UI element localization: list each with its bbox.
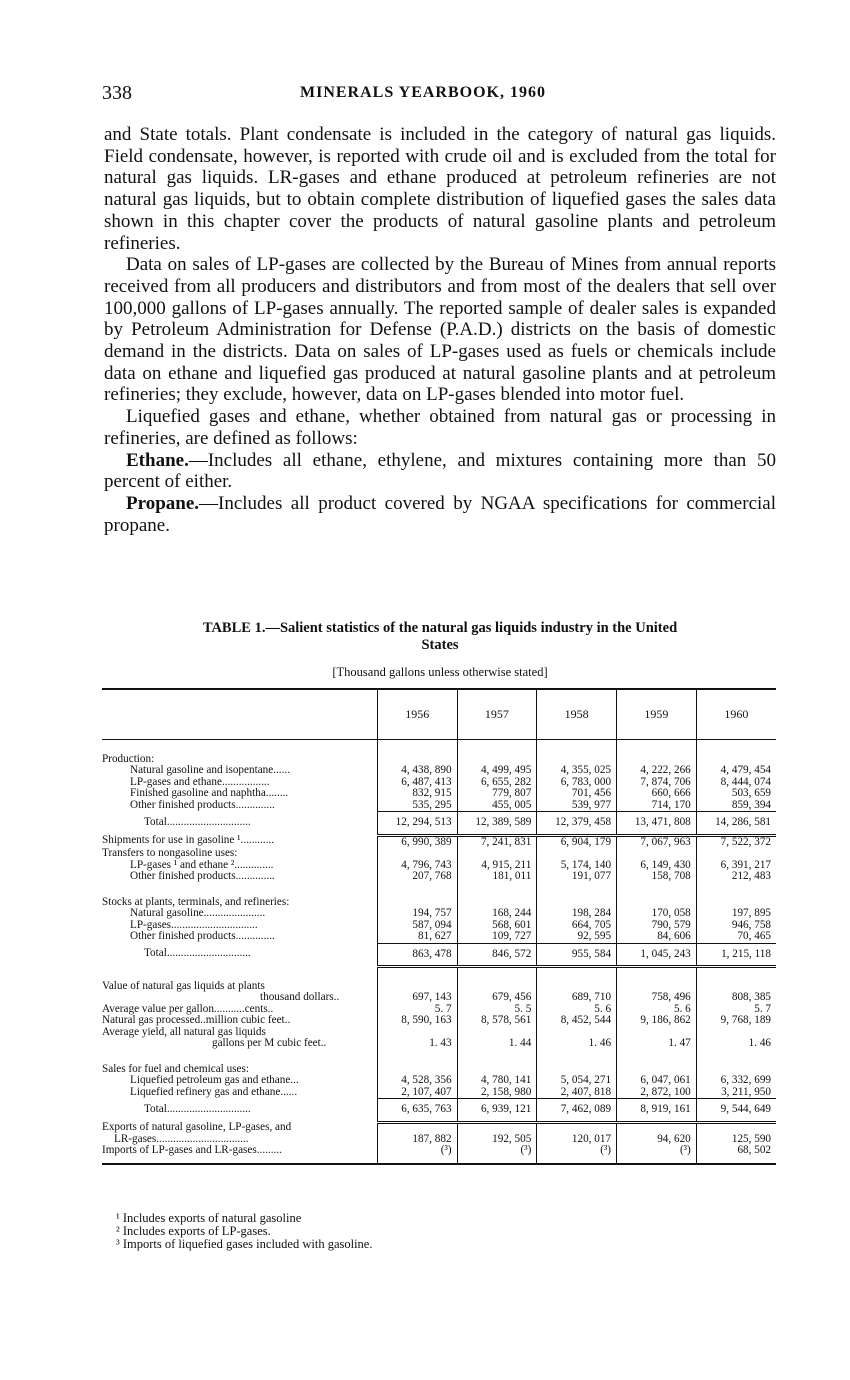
row-label: Sales for fuel and chemical uses: bbox=[102, 1062, 249, 1075]
total-row bbox=[102, 1099, 776, 1123]
cell: 5. 6 bbox=[537, 1004, 617, 1016]
year-header: 1960 bbox=[696, 689, 776, 739]
cell: 2, 107, 407 bbox=[377, 1087, 457, 1099]
paragraph-2: Data on sales of LP-gases are collected by the Bureau of Mines from annual reports received from all producers and distributors and from most of the dealers that sell over 100,000 gallons of LP-gases annually. The reported sample of dealer sales is expanded by Petroleum Administration for Defense (P.A.D.) districts on the basis of domestic demand in the districts. Data on sales of LP-gases used as fuels or chemicals include data on ethane and liquefied gas produced at natural gasoline plants and at petroleum refineries; they exclude, however, data on LP-gases blended into motor fuel. bbox=[104, 254, 776, 406]
table-row bbox=[102, 871, 776, 883]
cell: 70, 465 bbox=[696, 931, 776, 943]
cell: 859, 394 bbox=[696, 800, 776, 812]
cell bbox=[377, 848, 457, 860]
footnotes bbox=[116, 1212, 372, 1251]
row-label: Transfers to nongasoline uses: bbox=[102, 847, 238, 859]
cell: 832, 915 bbox=[377, 788, 457, 800]
definition-propane bbox=[104, 493, 776, 536]
cell bbox=[537, 1050, 617, 1076]
cell: 92, 595 bbox=[537, 931, 617, 943]
cell: 120, 017 bbox=[537, 1134, 617, 1146]
cell: 84, 606 bbox=[617, 931, 697, 943]
cell bbox=[377, 739, 457, 765]
cell: 701, 456 bbox=[537, 788, 617, 800]
cell: 6, 487, 413 bbox=[377, 777, 457, 789]
cell: 535, 295 bbox=[377, 800, 457, 812]
cell: 6, 391, 217 bbox=[696, 860, 776, 872]
table-row bbox=[102, 800, 776, 812]
cell bbox=[696, 1050, 776, 1076]
ethane-term: Ethane. bbox=[126, 449, 189, 471]
cell: 6, 332, 699 bbox=[696, 1075, 776, 1087]
table-row bbox=[102, 1087, 776, 1099]
cell bbox=[377, 1122, 457, 1134]
table-row bbox=[102, 848, 776, 860]
cell bbox=[537, 739, 617, 765]
cell: 9, 768, 189 bbox=[696, 1015, 776, 1027]
cell bbox=[457, 883, 537, 909]
row-label: Liquefied refinery gas and ethane...... bbox=[130, 1085, 298, 1098]
cell bbox=[617, 739, 697, 765]
cell: 8, 444, 074 bbox=[696, 777, 776, 789]
cell bbox=[696, 848, 776, 860]
cell: 503, 659 bbox=[696, 788, 776, 800]
cell: 4, 438, 890 bbox=[377, 765, 457, 777]
cell bbox=[696, 1122, 776, 1134]
cell: 4, 780, 141 bbox=[457, 1075, 537, 1087]
cell: 8, 919, 161 bbox=[617, 1099, 697, 1123]
cell: 1, 215, 118 bbox=[696, 943, 776, 967]
cell: 68, 502 bbox=[696, 1145, 776, 1164]
cell: 12, 294, 513 bbox=[377, 812, 457, 836]
cell: 2, 407, 818 bbox=[537, 1087, 617, 1099]
row-label: Other finished products.............. bbox=[130, 930, 275, 942]
row-label: Total.............................. bbox=[144, 1102, 251, 1115]
salient-statistics-table bbox=[102, 688, 776, 1165]
cell: 197, 895 bbox=[696, 908, 776, 920]
row-label: Natural gas processed..million cubic feet.. bbox=[102, 1014, 291, 1026]
table-row bbox=[102, 1145, 776, 1164]
table-row bbox=[102, 883, 776, 909]
cell: (³) bbox=[457, 1145, 537, 1164]
propane-term: Propane. bbox=[126, 492, 200, 514]
cell bbox=[696, 883, 776, 909]
cell: 181, 011 bbox=[457, 871, 537, 883]
row-label: Average yield, all natural gas liquids bbox=[102, 1025, 266, 1038]
row-label: Total.............................. bbox=[144, 815, 251, 828]
row-label: gallons per M cubic feet.. bbox=[212, 1037, 327, 1049]
cell: 6, 904, 179 bbox=[537, 835, 617, 848]
cell: 7, 874, 706 bbox=[617, 777, 697, 789]
row-label: LP-gases............................... bbox=[130, 918, 258, 931]
cell: 6, 047, 061 bbox=[617, 1075, 697, 1087]
footnote: ³ Imports of liquefied gases included with gasoline. bbox=[116, 1237, 373, 1251]
cell: 9, 186, 862 bbox=[617, 1015, 697, 1027]
cell: 109, 727 bbox=[457, 931, 537, 943]
paragraph-3: Liquefied gases and ethane, whether obtained from natural gas or processing in refineries, are defined as follows: bbox=[104, 406, 776, 449]
year-header: 1956 bbox=[377, 689, 457, 739]
cell bbox=[617, 1122, 697, 1134]
cell: 8, 578, 561 bbox=[457, 1015, 537, 1027]
cell bbox=[696, 967, 776, 993]
table-title-line-2: States bbox=[421, 637, 459, 653]
cell: 6, 783, 000 bbox=[537, 777, 617, 789]
cell bbox=[377, 967, 457, 993]
cell: 6, 149, 430 bbox=[617, 860, 697, 872]
cell: 1. 44 bbox=[457, 1038, 537, 1050]
table-header-row bbox=[102, 689, 776, 739]
row-label: thousand dollars.. bbox=[260, 991, 340, 1003]
cell: 12, 379, 458 bbox=[537, 812, 617, 836]
row-label: Average value per gallon...........cents.. bbox=[102, 1002, 274, 1015]
footnote: ² Includes exports of LP-gases. bbox=[116, 1224, 271, 1238]
table-row bbox=[102, 931, 776, 943]
cell: 758, 496 bbox=[617, 992, 697, 1004]
cell: 6, 990, 389 bbox=[377, 835, 457, 848]
cell: 779, 807 bbox=[457, 788, 537, 800]
cell: 5. 6 bbox=[617, 1004, 697, 1016]
table-body bbox=[102, 739, 776, 1164]
cell: 4, 355, 025 bbox=[537, 765, 617, 777]
table-row bbox=[102, 765, 776, 777]
cell: (³) bbox=[617, 1145, 697, 1164]
cell: 6, 635, 763 bbox=[377, 1099, 457, 1123]
cell bbox=[537, 967, 617, 993]
table-title bbox=[104, 620, 776, 654]
row-label: Value of natural gas liquids at plants bbox=[102, 979, 265, 992]
cell: 12, 389, 589 bbox=[457, 812, 537, 836]
cell: 4, 479, 454 bbox=[696, 765, 776, 777]
cell: 5, 174, 140 bbox=[537, 860, 617, 872]
cell: (³) bbox=[377, 1145, 457, 1164]
cell: 1. 43 bbox=[377, 1038, 457, 1050]
cell bbox=[457, 1122, 537, 1134]
cell: 4, 499, 495 bbox=[457, 765, 537, 777]
cell bbox=[617, 883, 697, 909]
cell: 194, 757 bbox=[377, 908, 457, 920]
table-row bbox=[102, 1015, 776, 1027]
cell: 2, 872, 100 bbox=[617, 1087, 697, 1099]
cell: 1. 47 bbox=[617, 1038, 697, 1050]
cell: 4, 528, 356 bbox=[377, 1075, 457, 1087]
cell bbox=[537, 883, 617, 909]
footnote: ¹ Includes exports of natural gasoline bbox=[116, 1211, 302, 1225]
cell: 2, 158, 980 bbox=[457, 1087, 537, 1099]
cell: 198, 284 bbox=[537, 908, 617, 920]
cell: 8, 590, 163 bbox=[377, 1015, 457, 1027]
paragraph-1: and State totals. Plant condensate is included in the category of natural gas liquids. Field condensate, however, is reported with crude oil and is excluded from the total for natural gas liquids. LR-gases and ethane produced at petroleum refineries are not natural gas liquids, but to obtain complete distribution of liquefied gases the sales data shown in this chapter cover the products of natural gasoline plants and petroleum refineries. bbox=[104, 124, 776, 254]
cell bbox=[537, 1122, 617, 1134]
cell: 6, 655, 282 bbox=[457, 777, 537, 789]
cell: 8, 452, 544 bbox=[537, 1015, 617, 1027]
row-label: Other finished products.............. bbox=[130, 798, 275, 811]
cell: 170, 058 bbox=[617, 908, 697, 920]
row-label: Imports of LP-gases and LR-gases......... bbox=[102, 1145, 377, 1164]
cell: 846, 572 bbox=[457, 943, 537, 967]
cell: 13, 471, 808 bbox=[617, 812, 697, 836]
cell: 7, 241, 831 bbox=[457, 835, 537, 848]
table-row bbox=[102, 739, 776, 765]
cell bbox=[457, 1050, 537, 1076]
cell: 568, 601 bbox=[457, 920, 537, 932]
propane-definition: —Includes all product covered by NGAA specifications for commercial propane. bbox=[104, 492, 776, 536]
cell: 94, 620 bbox=[617, 1134, 697, 1146]
cell bbox=[617, 967, 697, 993]
year-header: 1957 bbox=[457, 689, 537, 739]
cell: 714, 170 bbox=[617, 800, 697, 812]
row-label: Stocks at plants, terminals, and refineries: bbox=[102, 895, 290, 908]
row-label: Liquefied petroleum gas and ethane... bbox=[130, 1074, 299, 1086]
table-row bbox=[102, 992, 776, 1004]
cell: 790, 579 bbox=[617, 920, 697, 932]
cell: 7, 462, 089 bbox=[537, 1099, 617, 1123]
cell bbox=[377, 1050, 457, 1076]
cell: 212, 483 bbox=[696, 871, 776, 883]
cell: 3, 211, 950 bbox=[696, 1087, 776, 1099]
cell: 6, 939, 121 bbox=[457, 1099, 537, 1123]
row-label: Natural gasoline and isopentane...... bbox=[130, 764, 290, 776]
cell: 14, 286, 581 bbox=[696, 812, 776, 836]
cell: 5, 054, 271 bbox=[537, 1075, 617, 1087]
cell: 808, 385 bbox=[696, 992, 776, 1004]
cell: 863, 478 bbox=[377, 943, 457, 967]
cell bbox=[617, 848, 697, 860]
cell: 187, 882 bbox=[377, 1134, 457, 1146]
cell bbox=[537, 848, 617, 860]
row-label: LR-gases................................. bbox=[114, 1132, 249, 1145]
total-row bbox=[102, 812, 776, 836]
cell bbox=[696, 739, 776, 765]
row-label: Production: bbox=[102, 752, 155, 765]
cell: 664, 705 bbox=[537, 920, 617, 932]
cell: 5. 7 bbox=[377, 1004, 457, 1016]
year-header: 1958 bbox=[537, 689, 617, 739]
table-row bbox=[102, 1038, 776, 1050]
cell bbox=[457, 967, 537, 993]
cell: 660, 666 bbox=[617, 788, 697, 800]
cell bbox=[377, 883, 457, 909]
row-label: LP-gases ¹ and ethane ².............. bbox=[130, 858, 274, 871]
cell: 455, 005 bbox=[457, 800, 537, 812]
table-row bbox=[102, 1050, 776, 1076]
cell: 4, 796, 743 bbox=[377, 860, 457, 872]
stub-header bbox=[102, 689, 377, 739]
table-row bbox=[102, 967, 776, 993]
year-header: 1959 bbox=[617, 689, 697, 739]
row-label: Exports of natural gasoline, LP-gases, and bbox=[102, 1121, 292, 1133]
row-label: LP-gases and ethane................. bbox=[130, 775, 270, 788]
cell: 168, 244 bbox=[457, 908, 537, 920]
cell: 125, 590 bbox=[696, 1134, 776, 1146]
cell: (³) bbox=[537, 1145, 617, 1164]
cell: 5. 7 bbox=[696, 1004, 776, 1016]
cell bbox=[457, 739, 537, 765]
ethane-definition: —Includes all ethane, ethylene, and mixtures containing more than 50 percent of either. bbox=[104, 449, 776, 493]
cell: 5. 5 bbox=[457, 1004, 537, 1016]
cell bbox=[457, 848, 537, 860]
total-row bbox=[102, 943, 776, 967]
table-row bbox=[102, 788, 776, 800]
cell: 9, 544, 649 bbox=[696, 1099, 776, 1123]
cell: 192, 505 bbox=[457, 1134, 537, 1146]
cell: 587, 094 bbox=[377, 920, 457, 932]
cell: 207, 768 bbox=[377, 871, 457, 883]
definition-ethane bbox=[104, 450, 776, 493]
row-label: Finished gasoline and naphtha........ bbox=[130, 787, 289, 799]
cell: 7, 067, 963 bbox=[617, 835, 697, 848]
row-label: Total.............................. bbox=[144, 947, 251, 959]
cell: 1, 045, 243 bbox=[617, 943, 697, 967]
cell: 4, 915, 211 bbox=[457, 860, 537, 872]
table-row bbox=[102, 1075, 776, 1087]
page-number: 338 bbox=[102, 82, 132, 104]
table-row bbox=[102, 908, 776, 920]
row-label: Shipments for use in gasoline ¹............ bbox=[102, 834, 275, 846]
cell: 689, 710 bbox=[537, 992, 617, 1004]
cell: 539, 977 bbox=[537, 800, 617, 812]
cell: 679, 456 bbox=[457, 992, 537, 1004]
cell: 81, 627 bbox=[377, 931, 457, 943]
cell: 1. 46 bbox=[696, 1038, 776, 1050]
cell: 7, 522, 372 bbox=[696, 835, 776, 848]
cell: 158, 708 bbox=[617, 871, 697, 883]
cell bbox=[617, 1050, 697, 1076]
cell: 1. 46 bbox=[537, 1038, 617, 1050]
table-row bbox=[102, 1122, 776, 1134]
page-header bbox=[102, 82, 774, 108]
body-text bbox=[104, 124, 776, 536]
table-title-line-1: TABLE 1.—Salient statistics of the natural gas liquids industry in the United bbox=[202, 620, 678, 636]
cell: 955, 584 bbox=[537, 943, 617, 967]
row-label: Other finished products.............. bbox=[130, 870, 275, 882]
table-subtitle: [Thousand gallons unless otherwise stated] bbox=[332, 665, 548, 679]
cell: 946, 758 bbox=[696, 920, 776, 932]
row-label: Natural gasoline...................... bbox=[130, 907, 266, 919]
cell: 191, 077 bbox=[537, 871, 617, 883]
running-title: MINERALS YEARBOOK, 1960 bbox=[300, 84, 546, 101]
cell: 4, 222, 266 bbox=[617, 765, 697, 777]
cell: 697, 143 bbox=[377, 992, 457, 1004]
